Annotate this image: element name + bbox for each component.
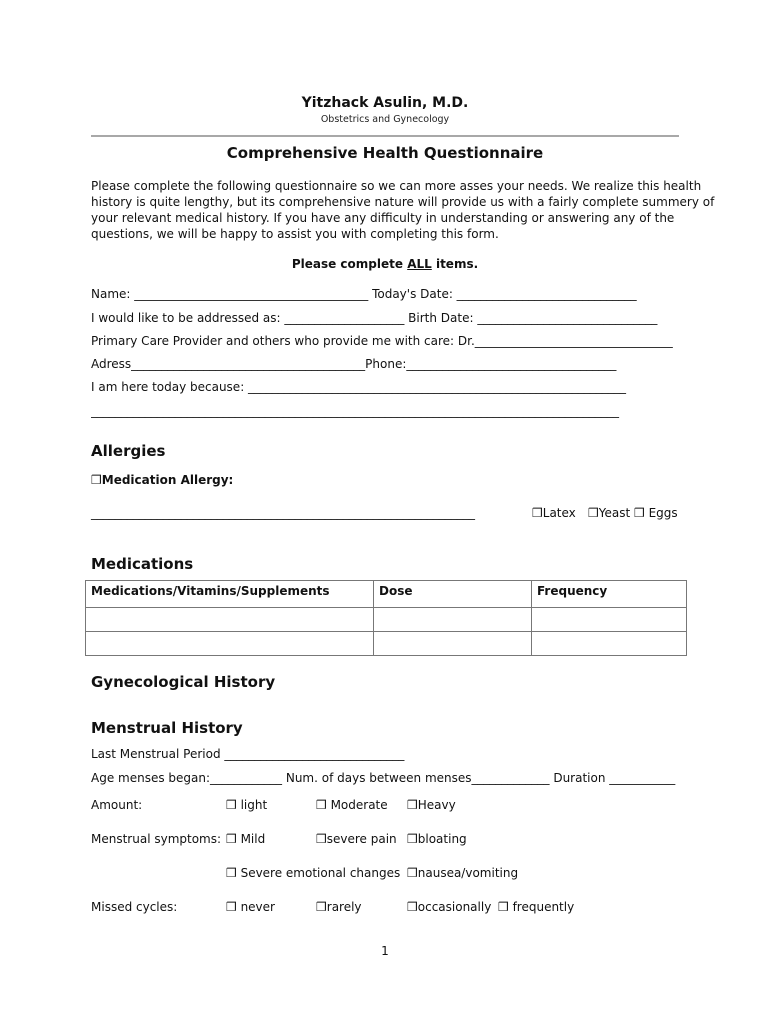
address-phone-field[interactable]: Adress_______________________________________Phone:___________________________________ — [91, 357, 617, 371]
intro-line: Please complete the following questionnaire so we can more asses your needs. We realize this health — [91, 179, 702, 193]
amount-moderate-checkbox[interactable]: ❒ Moderate — [316, 798, 388, 812]
reason-field[interactable]: I am here today because: _______________________________________________________________ — [91, 380, 627, 394]
name-date-field[interactable]: Name: _______________________________________ Today's Date: ______________________________ — [91, 287, 637, 301]
symptoms-label: Menstrual symptoms: — [91, 832, 222, 846]
medications-table — [85, 580, 687, 656]
amount-light-checkbox[interactable]: ❒ light — [226, 798, 268, 812]
symptom-emotional-checkbox[interactable]: ❒ Severe emotional changes — [226, 866, 401, 880]
allergy-blank-line[interactable]: ________________________________________________________________ — [91, 506, 475, 520]
lmp-field[interactable]: Last Menstrual Period ______________________________ — [91, 747, 405, 761]
missed-occasionally-checkbox[interactable]: ❒occasionally — [407, 900, 492, 914]
medication-allergy-checkbox[interactable]: ❒Medication Allergy: — [91, 473, 234, 487]
table-cell[interactable] — [374, 632, 532, 656]
addressed-birthdate-field[interactable]: I would like to be addressed as: ____________________ Birth Date: ______________________________ — [91, 311, 658, 325]
missed-frequently-checkbox[interactable]: ❒ frequently — [498, 900, 575, 914]
table-row — [86, 632, 687, 656]
intro-paragraph — [91, 178, 715, 242]
table-cell[interactable] — [532, 632, 687, 656]
symptom-mild-checkbox[interactable]: ❒ Mild — [226, 832, 266, 846]
table-cell[interactable] — [374, 608, 532, 632]
col-medications: Medications/Vitamins/Supplements — [86, 581, 374, 608]
page-number: 1 — [381, 944, 389, 958]
symptom-bloating-checkbox[interactable]: ❒bloating — [407, 832, 467, 846]
col-frequency: Frequency — [532, 581, 687, 608]
eggs-checkbox[interactable]: ❒ Eggs — [634, 506, 678, 520]
menses-age-field[interactable]: Age menses began:____________ Num. of days between menses_____________ Duration ___________ — [91, 771, 676, 785]
header-divider — [91, 135, 679, 137]
instruction: Please complete ALL items. — [291, 257, 479, 271]
gyn-history-heading: Gynecological History — [91, 673, 276, 691]
intro-line: history is quite lengthy, but its comprehensive nature will provide us with a fairly complete summery of — [91, 195, 715, 209]
missed-cycles-label: Missed cycles: — [91, 900, 178, 914]
table-cell[interactable] — [532, 608, 687, 632]
missed-rarely-checkbox[interactable]: ❒rarely — [316, 900, 362, 914]
instruction-emphasis: ALL — [407, 257, 432, 271]
table-cell[interactable] — [86, 632, 374, 656]
menstrual-history-heading: Menstrual History — [91, 719, 243, 737]
reason-field-line2[interactable]: ________________________________________________________________________________________ — [91, 404, 619, 418]
intro-line: your relevant medical history. If you have any difficulty in understanding or answering any of the — [91, 211, 675, 225]
symptom-severe-pain-checkbox[interactable]: ❒severe pain — [316, 832, 397, 846]
medications-heading: Medications — [91, 555, 194, 573]
table-row — [86, 608, 687, 632]
primary-care-field[interactable]: Primary Care Provider and others who provide me with care: Dr._________________________________ — [91, 334, 673, 348]
table-cell[interactable] — [86, 608, 374, 632]
amount-heavy-checkbox[interactable]: ❒Heavy — [407, 798, 456, 812]
doctor-name: Yitzhack Asulin, M.D. — [301, 95, 469, 111]
table-header-row — [86, 581, 687, 608]
latex-checkbox[interactable]: ❒Latex — [532, 506, 576, 520]
intro-line: questions, we will be happy to assist you with completing this form. — [91, 227, 499, 241]
form-title: Comprehensive Health Questionnaire — [226, 144, 544, 162]
col-dose: Dose — [374, 581, 532, 608]
symptom-nausea-checkbox[interactable]: ❒nausea/vomiting — [407, 866, 519, 880]
missed-never-checkbox[interactable]: ❒ never — [226, 900, 275, 914]
doctor-specialty: Obstetrics and Gynecology — [320, 114, 450, 125]
amount-label: Amount: — [91, 798, 143, 812]
yeast-checkbox[interactable]: ❒Yeast — [588, 506, 631, 520]
allergies-heading: Allergies — [91, 442, 166, 460]
